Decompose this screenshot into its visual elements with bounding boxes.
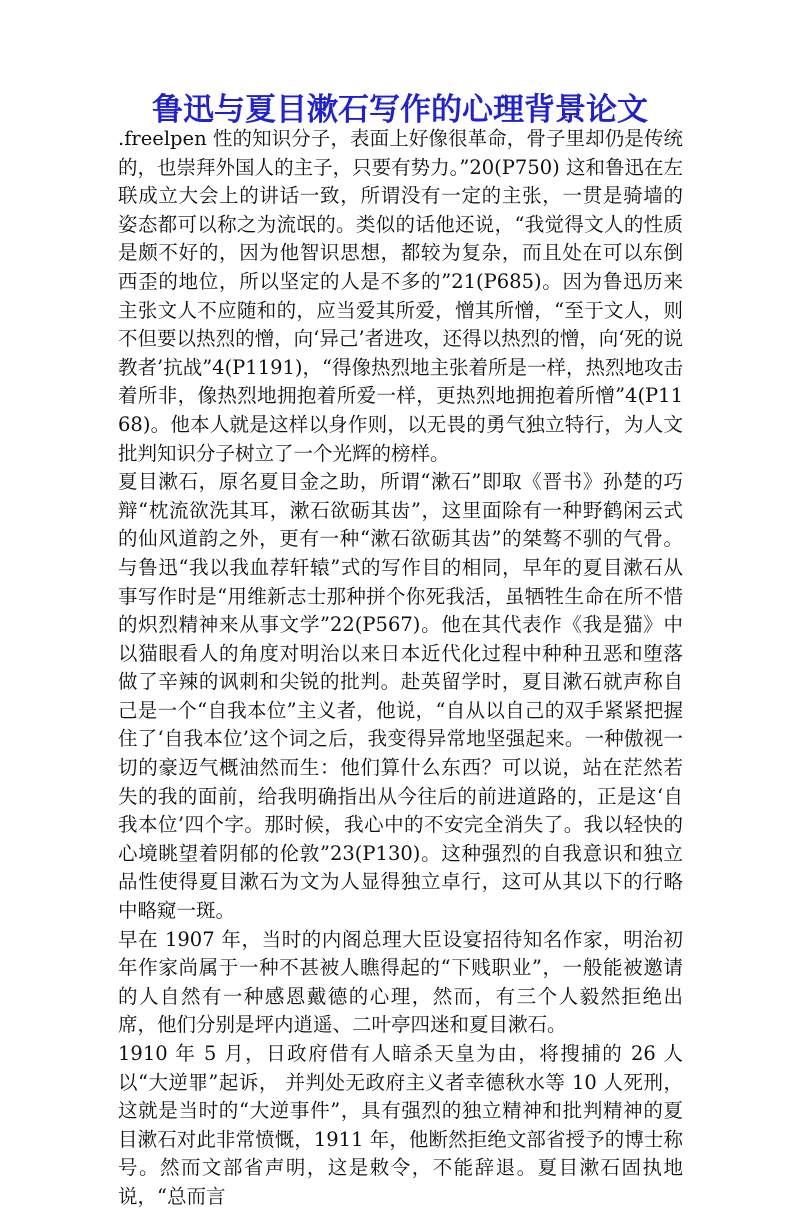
document-body — [118, 125, 683, 1212]
paragraph-1: .freelpen 性的知识分子，表面上好像很革命，骨子里却仍是传统的，也崇拜外国人的主子，只要有势力。”20(P750) 这和鲁迅在左联成立大会上的讲话一致，所谓没有一定的主张，一贯是骑墙的姿态都可以称之为流氓的。类似的话他还说，“我觉得文人的性质是颇不好的，因为他智识思想，都较为复杂，而且处在可以东倒西歪的地位，所以坚定的人是不多的”21(P685)。因为鲁迅历来主张文人不应随和的，应当爱其所爱，憎其所憎，“至于文人，则不但要以热烈的憎，向‘异己’者进攻，还得以热烈的憎，向‘死的说教者’抗战”4(P1191)，“得像热烈地主张着所是一样，热烈地攻击着所非，像热烈地拥抱着所爱一样，更热烈地拥抱着所憎”4(P1168)。他本人就是这样以身作则，以无畏的勇气独立特行，为人文批判知识分子树立了一个光辉的榜样。 — [118, 127, 684, 465]
paragraph-2: 夏目漱石，原名夏目金之助，所谓“漱石”即取《晋书》孙楚的巧辩“枕流欲洗其耳，漱石欲砺其齿”，这里面除有一种野鹤闲云式的仙风道韵之外，更有一种“漱石欲砺其齿”的桀骜不驯的气骨。与鲁迅“我以我血荐轩辕”式的写作目的相同，早年的夏目漱石从事写作时是“用维新志士那种拼个你死我活，虽牺牲生命在所不惜的炽烈精神来从事文学”22(P567)。他在其代表作《我是猫》中以猫眼看人的角度对明治以来日本近代化过程中种种丑恶和堕落做了辛辣的讽刺和尖锐的批判。赴英留学时，夏目漱石就声称自己是一个“自我本位”主义者，他说，“自从以自己的双手紧紧把握住了‘自我本位’这个词之后，我变得异常地坚强起来。一种傲视一切的豪迈气概油然而生：他们算什么东西？可以说，站在茫然若失的我的面前，给我明确指出从今往后的前进道路的，正是这‘自我本位’四个字。那时候，我心中的不安完全消失了。我以轻快的心境眺望着阴郁的伦敦”23(P130)。这种强烈的自我意识和独立品性使得夏目漱石为文为人显得独立卓行，这可从其以下的行略中略窥一斑。 — [118, 470, 683, 923]
document-title: 鲁迅与夏目漱石写作的心理背景论文 — [152, 92, 648, 128]
paragraph-3: 早在 1907 年，当时的内阁总理大臣设宴招待知名作家，明治初年作家尚属于一种不甚被人瞧得起的“下贱职业”，一般能被邀请的人自然有一种感恩戴德的心理，然而，有三个人毅然拒绝出席，他们分别是坪内逍遥、二叶亭四迷和夏目漱石。 — [118, 927, 683, 1037]
paragraph-4: 1910 年 5 月，日政府借有人暗杀天皇为由，将搜捕的 26 人以“大逆罪”起诉， 并判处无政府主义者幸德秋水等 10 人死刑，这就是当时的“大逆事件”，具有强烈的独立精神和批判精神的夏目漱石对此非常愤慨，1911 年，他断然拒绝文部省授予的博士称号。然而文部省声明，这是敕令，不能辞退。夏目漱石固执地说，“总而言 — [118, 1042, 683, 1208]
